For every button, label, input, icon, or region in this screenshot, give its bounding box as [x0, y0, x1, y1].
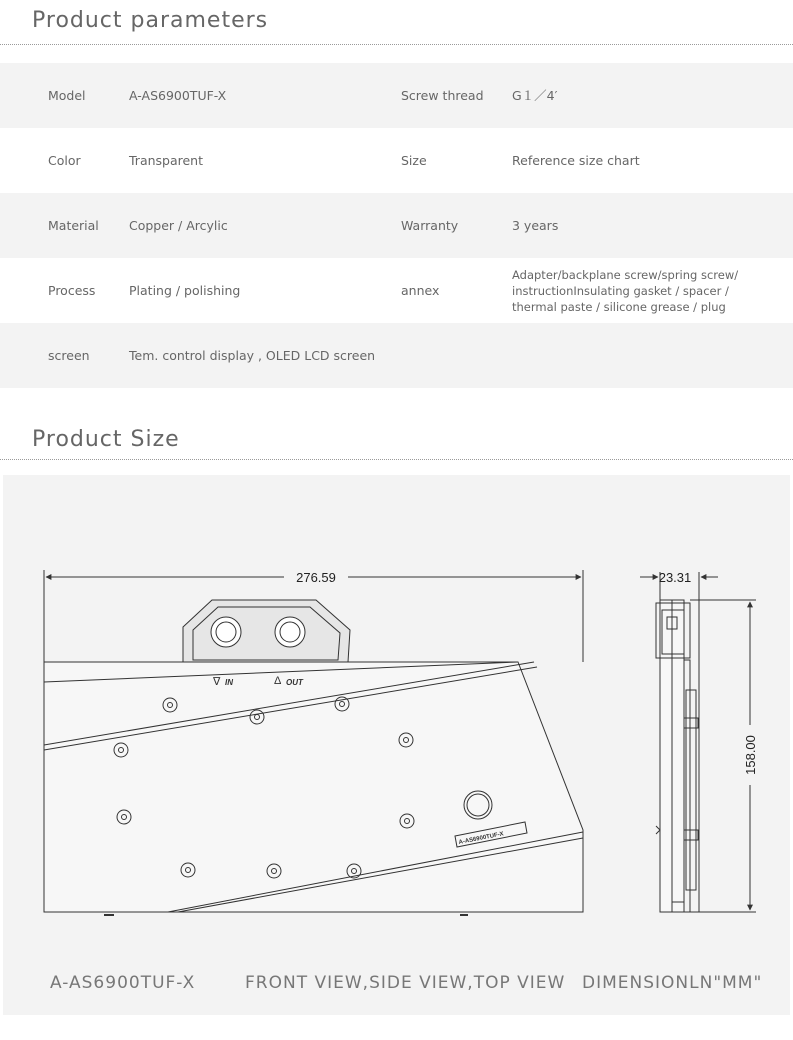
- param-label: Process: [48, 283, 96, 298]
- param-value: A-AS6900TUF-X: [129, 88, 227, 103]
- port-in-label: IN: [225, 678, 233, 687]
- badge-text: A-AS6900TUF-X: [458, 831, 505, 846]
- param-value: Tem. control display , OLED LCD screen: [129, 348, 376, 363]
- param-label: Size: [401, 153, 427, 168]
- param-label: screen: [48, 348, 90, 363]
- param-value: Reference size chart: [512, 152, 640, 168]
- thickness-dimension-label: 23.31: [658, 570, 692, 585]
- front-view: [44, 570, 583, 915]
- param-label: Color: [48, 153, 81, 168]
- unit-caption: DIMENSIONLN"MM": [582, 973, 763, 993]
- param-value: Adapter/backplane screw/spring screw/ instructionInsulating gasket / spacer / thermal paste / silicone grease / plug: [512, 267, 739, 314]
- param-label: Material: [48, 218, 99, 233]
- param-label: annex: [401, 283, 440, 298]
- up-arrow-icon: Δ: [274, 675, 282, 687]
- width-dimension-label: 276.59: [296, 570, 336, 585]
- side-view: [640, 572, 756, 912]
- param-value: Transparent: [129, 153, 204, 168]
- param-value: 3 years: [512, 217, 559, 233]
- model-caption: A-AS6900TUF-X: [50, 973, 196, 993]
- size-title: Product Size: [32, 427, 180, 452]
- port-out-label: OUT: [286, 678, 303, 687]
- down-arrow-icon: ∇: [213, 676, 221, 688]
- param-value: Copper / Arcylic: [129, 218, 228, 233]
- views-caption: FRONT VIEW,SIDE VIEW,TOP VIEW: [245, 973, 566, 993]
- parameters-title: Product parameters: [32, 8, 269, 33]
- param-label: Warranty: [401, 218, 459, 233]
- height-dimension-label: 158.00: [743, 735, 758, 775]
- param-label: Screw thread: [401, 88, 484, 103]
- param-label: Model: [48, 88, 86, 103]
- param-value: G１／4′: [512, 87, 558, 103]
- param-value: Plating / polishing: [129, 283, 241, 298]
